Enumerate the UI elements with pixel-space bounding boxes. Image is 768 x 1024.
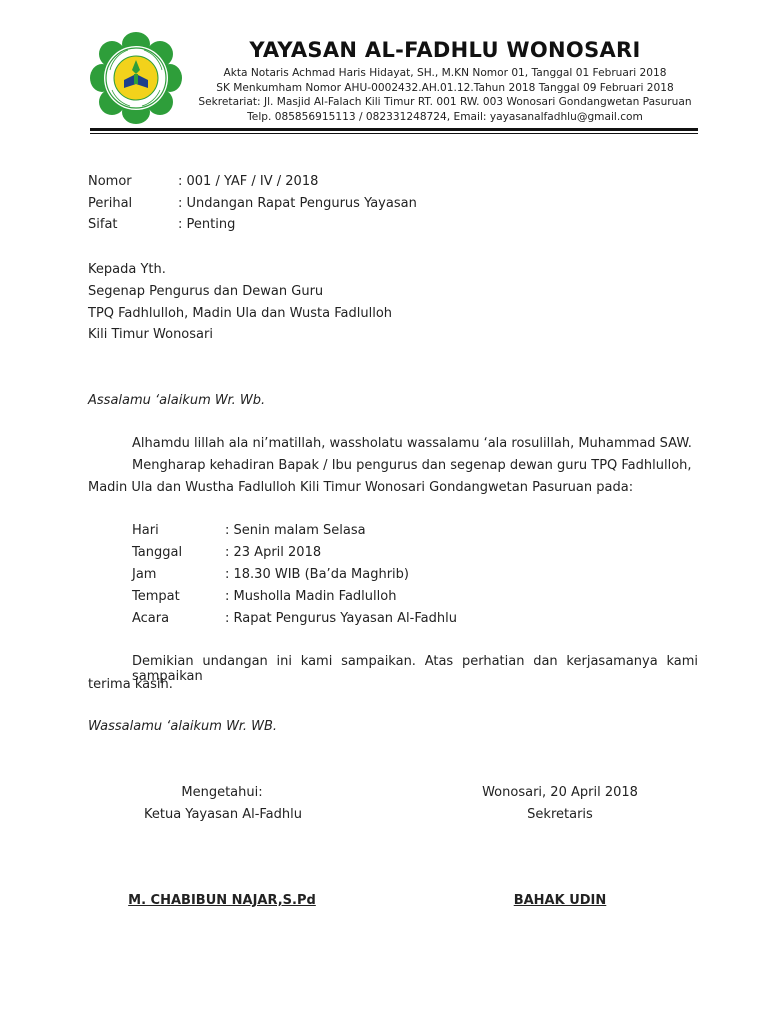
- paragraph-invitation: Mengharap kehadiran Bapak / Ibu pengurus dan segenap dewan guru TPQ Fadhlulloh,: [132, 458, 692, 473]
- sifat-value: : Penting: [178, 217, 236, 232]
- right-sign-date: Wonosari, 20 April 2018: [482, 785, 638, 800]
- schedule-label: Jam: [132, 567, 157, 582]
- schedule-value: : Rapat Pengurus Yayasan Al-Fadhlu: [225, 611, 457, 626]
- paragraph-invitation-cont: Madin Ula dan Wustha Fadlulloh Kili Timur Wonosari Gondangwetan Pasuruan pada:: [88, 480, 634, 495]
- right-sign-name: BAHAK UDIN: [513, 893, 607, 908]
- left-sign-position: Ketua Yayasan Al-Fadhlu: [144, 807, 302, 822]
- left-sign-caption: Mengetahui:: [181, 785, 263, 800]
- org-title: YAYASAN AL-FADHLU WONOSARI: [249, 38, 641, 62]
- schedule-label: Tanggal: [132, 545, 183, 560]
- paragraph-closing-cont: terima kasih.: [88, 677, 173, 692]
- recipient-line: TPQ Fadhlulloh, Madin Ula dan Wusta Fadlulloh: [88, 306, 393, 321]
- perihal-label: Perihal: [88, 196, 133, 211]
- header-divider-thin: [90, 133, 698, 134]
- recipient-line: Segenap Pengurus dan Dewan Guru: [88, 284, 324, 299]
- closing-greeting: Wassalamu ‘alaikum Wr. WB.: [88, 719, 278, 734]
- org-address-line: Sekretariat: Jl. Masjid Al-Falach Kili Timur RT. 001 RW. 003 Wonosari Gondangwetan Pasuruan: [198, 96, 692, 108]
- foundation-logo: [88, 30, 184, 126]
- header-divider-thick: [90, 128, 698, 131]
- paragraph-opening: Alhamdu lillah ala ni’matillah, wassholatu wassalamu ‘ala rosulillah, Muhammad SAW.: [132, 436, 692, 451]
- recipient-line: Kepada Yth.: [88, 262, 166, 277]
- schedule-value: : Musholla Madin Fadlulloh: [225, 589, 397, 604]
- nomor-value: : 001 / YAF / IV / 2018: [178, 174, 319, 189]
- greeting: Assalamu ‘alaikum Wr. Wb.: [88, 393, 266, 408]
- sifat-label: Sifat: [88, 217, 118, 232]
- org-notary-line: Akta Notaris Achmad Haris Hidayat, SH., M.KN Nomor 01, Tanggal 01 Februari 2018: [223, 67, 667, 79]
- org-sk-line: SK Menkumham Nomor AHU-0002432.AH.01.12.Tahun 2018 Tanggal 09 Februari 2018: [216, 82, 674, 94]
- schedule-label: Acara: [132, 611, 170, 626]
- nomor-label: Nomor: [88, 174, 132, 189]
- org-contact-line: Telp. 085856915113 / 082331248724, Email: yayasanalfadhlu@gmail.com: [247, 111, 643, 123]
- left-sign-name: M. CHABIBUN NAJAR,S.Pd: [128, 893, 316, 908]
- schedule-value: : 23 April 2018: [225, 545, 322, 560]
- recipient-line: Kili Timur Wonosari: [88, 327, 213, 342]
- right-sign-position: Sekretaris: [527, 807, 593, 822]
- schedule-label: Tempat: [132, 589, 180, 604]
- schedule-value: : Senin malam Selasa: [225, 523, 366, 538]
- schedule-label: Hari: [132, 523, 159, 538]
- paragraph-closing: Demikian undangan ini kami sampaikan. Atas perhatian dan kerjasamanya kami sampaikan: [132, 654, 698, 684]
- schedule-value: : 18.30 WIB (Ba’da Maghrib): [225, 567, 409, 582]
- perihal-value: : Undangan Rapat Pengurus Yayasan: [178, 196, 417, 211]
